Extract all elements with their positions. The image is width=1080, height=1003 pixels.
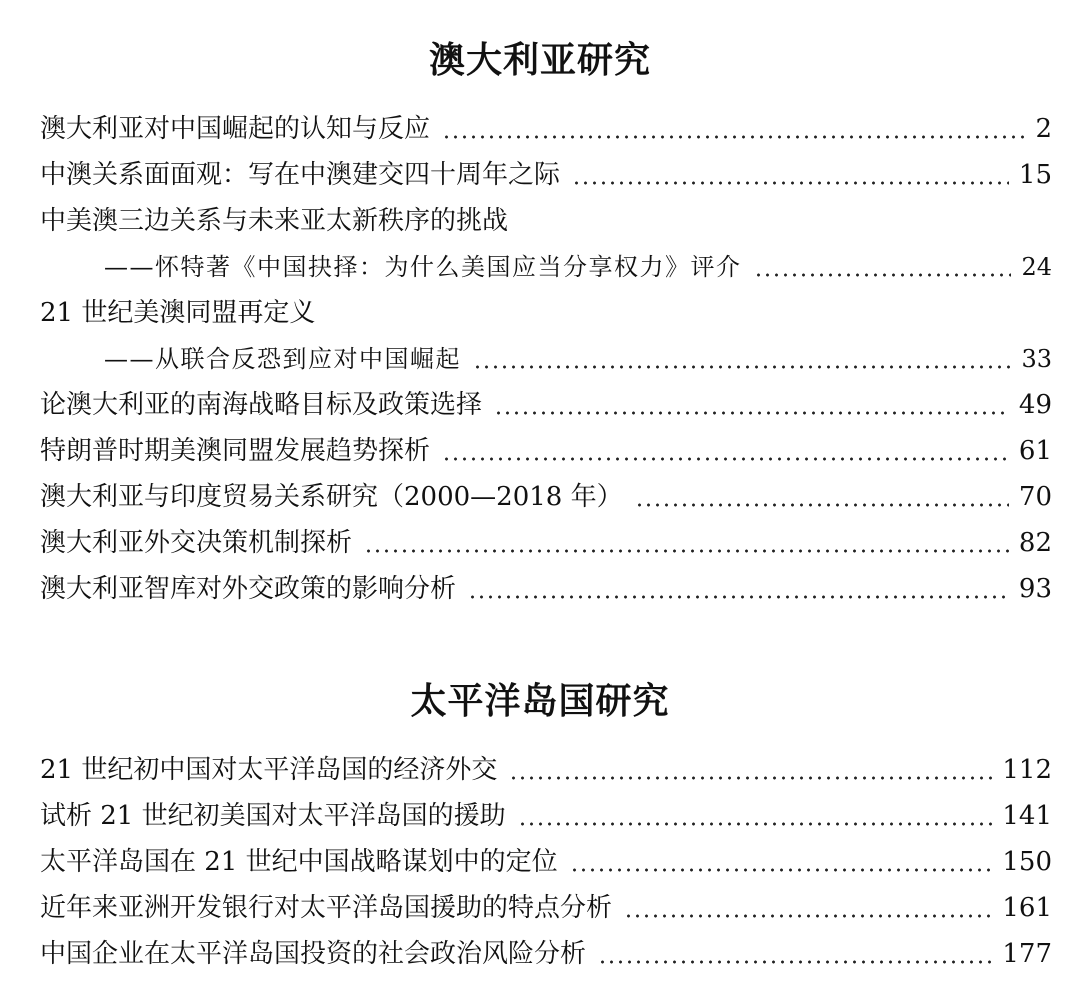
dot-leader [570,839,993,885]
page-number: 141 [1002,801,1052,831]
dot-leader [442,428,1009,474]
page-number: 161 [1002,893,1052,923]
toc-entry-subtitle[interactable] [40,244,1052,290]
dot-leader [473,336,1011,382]
dot-leader [442,106,1025,152]
entry-title: 近年来亚洲开发银行对太平洋岛国援助的特点分析 [40,893,613,923]
dot-leader [635,474,1009,520]
toc-list-pacific-islands [40,747,1052,977]
dot-leader [572,152,1009,198]
entry-subtitle: ——怀特著《中国抉择：为什么美国应当分享权力》评介 [104,253,742,281]
toc-entry[interactable] [40,474,1052,520]
toc-entry[interactable] [40,885,1052,931]
toc-entry[interactable] [40,152,1052,198]
section-title-australia: 澳大利亚研究 [428,39,651,81]
toc-entry[interactable] [40,747,1052,793]
entry-title: 澳大利亚外交决策机制探析 [40,528,353,558]
page-number: 33 [1021,345,1052,373]
dot-leader [468,566,1009,612]
entry-title: 太平洋岛国在 21 世纪中国战略谋划中的定位 [40,847,558,877]
section-title-pacific-islands: 太平洋岛国研究 [410,680,670,722]
page-number: 70 [1018,482,1052,512]
page-number: 49 [1018,390,1052,420]
toc-list-australia [40,106,1052,612]
dot-leader [754,244,1012,290]
toc-entry[interactable] [40,793,1052,839]
page-number: 150 [1002,847,1052,877]
toc-entry[interactable] [40,520,1052,566]
toc-entry[interactable] [40,428,1052,474]
toc-entry[interactable] [40,106,1052,152]
dot-leader [364,520,1009,566]
page-number: 112 [1002,755,1052,785]
page-number: 61 [1018,436,1052,466]
toc-entry[interactable] [40,839,1052,885]
dot-leader [509,747,992,793]
entry-title: 中美澳三边关系与未来亚太新秩序的挑战 [40,206,509,236]
toc-entry[interactable] [40,198,1052,244]
entry-title: 中国企业在太平洋岛国投资的社会政治风险分析 [40,939,587,969]
dot-leader [518,793,993,839]
page-number: 24 [1021,253,1052,281]
toc-entry-subtitle[interactable] [40,336,1052,382]
entry-title: 21 世纪美澳同盟再定义 [40,298,316,328]
page-number: 82 [1018,528,1052,558]
entry-subtitle: ——从联合反恐到应对中国崛起 [104,345,461,373]
entry-title: 试析 21 世纪初美国对太平洋岛国的援助 [40,801,506,831]
toc-entry[interactable] [40,290,1052,336]
toc-entry[interactable] [40,566,1052,612]
entry-title: 澳大利亚与印度贸易关系研究（2000—2018 年） [40,482,623,512]
entry-title: 21 世纪初中国对太平洋岛国的经济外交 [40,755,498,785]
page-number: 2 [1035,114,1052,144]
entry-title: 澳大利亚对中国崛起的认知与反应 [40,114,431,144]
dot-leader [624,885,992,931]
page-number: 93 [1018,574,1052,604]
dot-leader [494,382,1009,428]
entry-title: 中澳关系面面观：写在中澳建交四十周年之际 [40,160,561,190]
entry-title: 澳大利亚智库对外交政策的影响分析 [40,574,457,604]
page-number: 15 [1018,160,1052,190]
entry-title: 论澳大利亚的南海战略目标及政策选择 [40,390,483,420]
entry-title: 特朗普时期美澳同盟发展趋势探析 [40,436,431,466]
page-number: 177 [1002,939,1052,969]
toc-entry[interactable] [40,931,1052,977]
toc-entry[interactable] [40,382,1052,428]
dot-leader [598,931,992,977]
